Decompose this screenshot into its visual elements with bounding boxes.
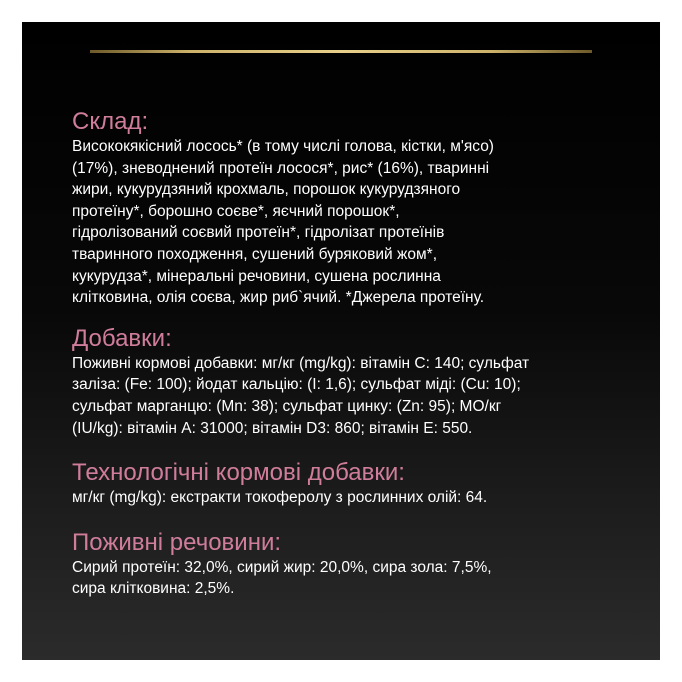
composition-heading: Склад: <box>72 108 149 135</box>
text-line: (IU/kg): вітамін A: 31000; вітамін D3: 860; вітамін E: 550. <box>72 419 473 437</box>
text-line: протеїну*, борошно соєве*, яєчний порошок*, <box>72 202 400 220</box>
text-line: гідролізований соєвий протеїн*, гідролізат протеїнів <box>72 224 445 242</box>
technological-additives-heading: Технологічні кормові добавки: <box>72 459 405 487</box>
text-line: сира клітковина: 2,5%. <box>72 580 235 598</box>
text-line: жири, кукурудзяний крохмаль, порошок кукурудзяного <box>72 181 461 199</box>
ingredients-content <box>72 108 637 600</box>
text-line: Поживні кормові добавки: мг/кг (mg/kg): вітамін C: 140; сульфат <box>72 354 530 372</box>
additives-text <box>72 353 637 439</box>
text-line: заліза: (Fe: 100); йодат кальцію: (I: 1,6); сульфат міді: (Cu: 10); <box>72 376 521 394</box>
ingredients-panel <box>22 22 660 660</box>
text-line: клітковина, олія соєва, жир риб`ячий. *Джерела протеїну. <box>72 289 485 307</box>
composition-section <box>72 108 637 309</box>
technological-additives-section <box>72 459 637 509</box>
technological-additives-text <box>72 487 637 509</box>
text-line: кукурудза*, мінеральні речовини, сушена рослинна <box>72 267 441 285</box>
text-line: Висококякісний лосось* (в тому числі голова, кістки, м'ясо) <box>72 138 494 155</box>
text-line: мг/кг (mg/kg): екстракти токоферолу з рослинних олій: 64. <box>72 489 488 507</box>
additives-heading: Добавки: <box>72 324 172 352</box>
nutrients-heading: Поживні речовини: <box>72 528 282 556</box>
text-line: сульфат марганцю: (Mn: 38); сульфат цинку: (Zn: 95); МО/кг <box>72 397 502 415</box>
gold-divider <box>90 50 592 53</box>
text-line: тваринного походження, сушений буряковий жом*, <box>72 245 437 263</box>
additives-section <box>72 325 637 439</box>
nutrients-section <box>72 529 637 600</box>
text-line: (17%), зневоднений протеїн лосося*, рис* (16%), тваринні <box>72 159 490 177</box>
composition-text <box>72 136 637 309</box>
text-line: Сирий протеїн: 32,0%, сирий жир: 20,0%, сира зола: 7,5%, <box>72 558 492 576</box>
nutrients-text <box>72 557 637 600</box>
